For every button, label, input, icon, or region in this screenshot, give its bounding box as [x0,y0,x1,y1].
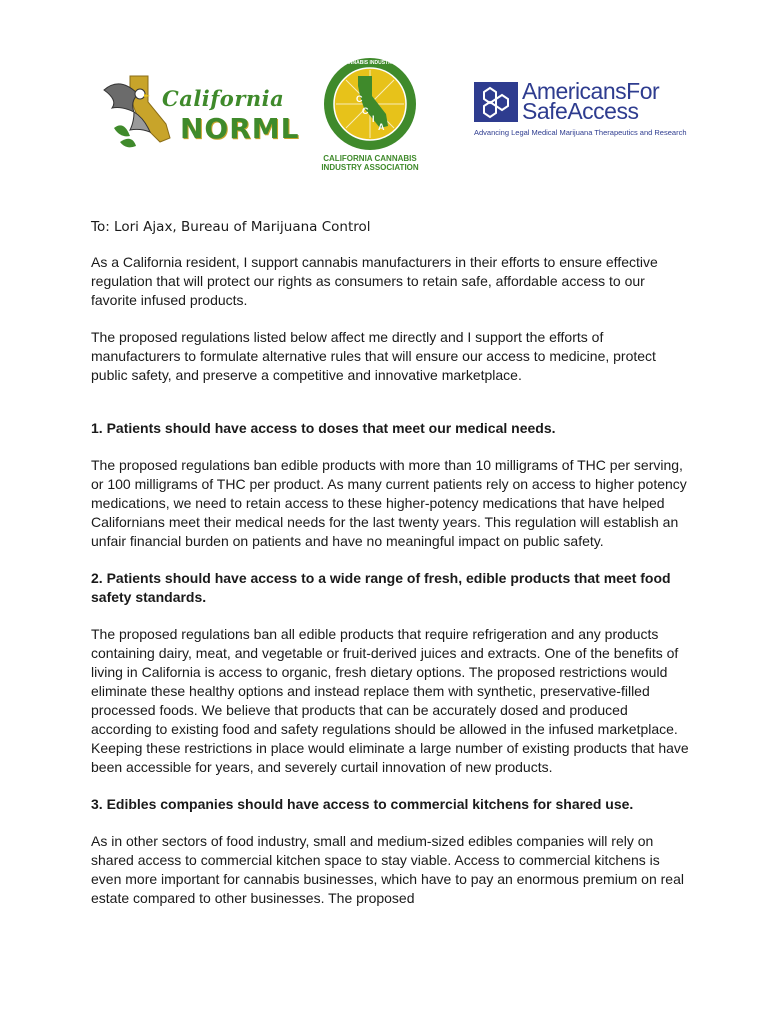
section-2-body: The proposed regulations ban all edible products that require refrigeration and any products containing dairy, meat, and vegetable or fruit-derived juices and extracts. One of the benefits of living in California is access to organic, fresh dietary options. The proposed restrictions would eliminate these healthy options and instead replace them with synthetic, preservative-filled processed foods. We believe that products that can be accurately dosed and produced according to existing food and safety regulations should be allowed in the infused marketplace. Keeping these restrictions in place would eliminate a large number of existing products that have been accessible for years, and severely curtail innovation of new products. [91,626,689,775]
norml-wordmark: NORML [180,112,300,145]
ccia-caption-line2: INDUSTRY ASSOCIATION [321,163,419,172]
asa-wordmark-line1: AmericansFor [522,78,660,104]
intro-paragraph-1: As a California resident, I support cannabis manufacturers in their efforts to ensure effective regulation that will protect our rights as consumers to retain safe, affordable access to our favorite infused products. [91,254,658,308]
intro-paragraph-2: The proposed regulations listed below affect me directly and I support the efforts of manufacturers to formulate alternative rules that will ensure our access to medicine, protect public safety, and preserve a competitive and innovative marketplace. [91,329,656,383]
section-3-body: As in other sectors of food industry, small and medium-sized edibles companies will rely on shared access to commercial kitchen space to stay viable. Access to commercial kitchens is even more important for cannabis businesses, which have to pay an enormous premium on real estate compared to other businesses. The proposed [91,833,684,906]
ccia-letter-1: C [356,94,363,104]
section-2-heading: 2. Patients should have access to a wide range of fresh, edible products that meet food safety standards. [91,570,671,605]
norml-script-text: California [162,86,285,111]
americans-for-safe-access-logo [474,78,687,140]
ccia-ring-text: CALIFORNIA CANNABIS INDUSTRY ASSOCIATION [309,60,431,66]
california-norml-logo [100,72,300,154]
section-1-heading: 1. Patients should have access to doses that meet our medical needs. [91,420,556,436]
ccia-letter-2: C [362,106,369,116]
asa-wordmark-line2: SafeAccess [522,98,639,124]
letter-body [91,218,691,926]
logo-row [0,56,770,178]
ccia-logo [300,56,440,178]
section-3-heading: 3. Edibles companies should have access to commercial kitchens for shared use. [91,796,634,812]
ccia-letter-3: I [372,114,375,124]
section-1-body: The proposed regulations ban edible products with more than 10 milligrams of THC per serving, or 100 milligrams of THC per product. As many current patients rely on access to higher potency medications, we need to retain access to these higher-potency medications that have helped Californians meet their medical needs for the last twenty years. This regulation will establish an unfair financial burden on patients and have no meaningful impact on public safety. [91,457,687,549]
eagle-icon [100,72,180,154]
ccia-caption [300,154,440,172]
hexagon-molecule-icon [474,82,518,122]
ccia-seal-icon [309,56,431,152]
asa-tagline: Advancing Legal Medical Marijuana Therapeutics and Research [474,128,687,137]
ccia-caption-line1: CALIFORNIA CANNABIS [323,154,417,163]
recipient-line: To: Lori Ajax, Bureau of Marijuana Control [91,219,371,235]
ccia-letter-4: A [378,122,385,132]
